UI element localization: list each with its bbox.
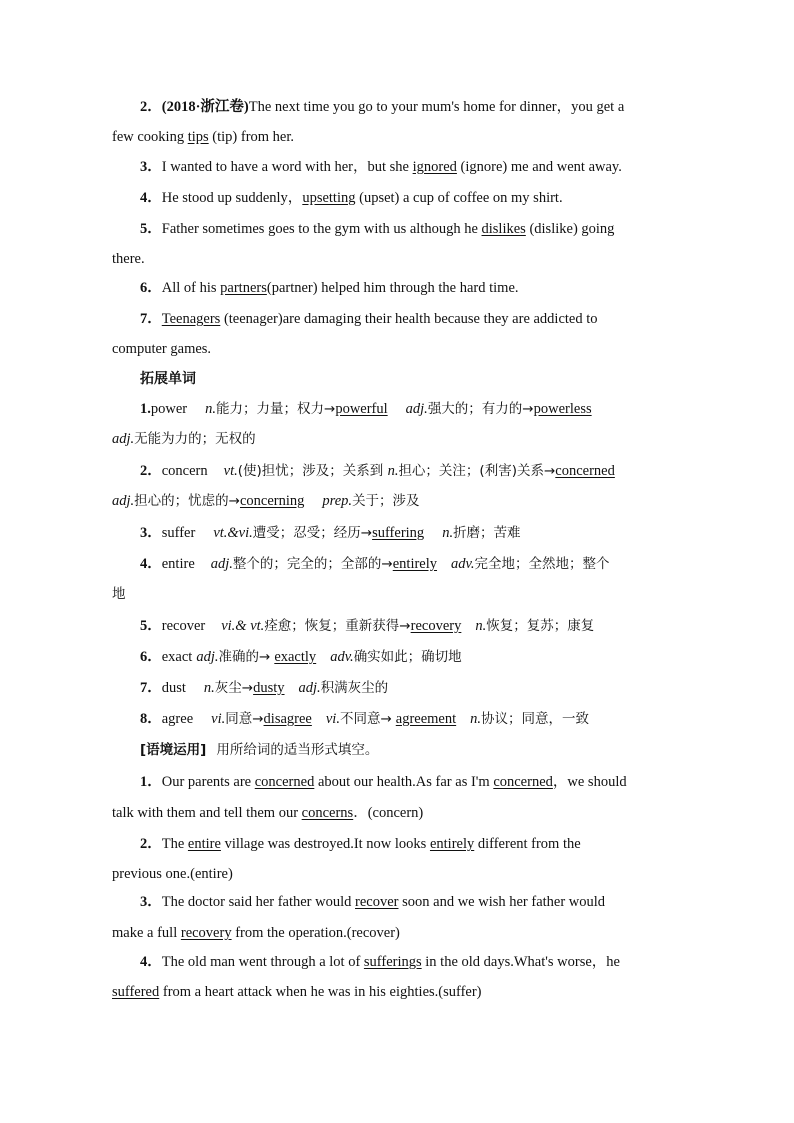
item-text: make a full bbox=[112, 925, 181, 941]
item-text: computer games. bbox=[112, 341, 212, 357]
context-item-4-cont bbox=[112, 983, 682, 1001]
word-entry-3 bbox=[140, 524, 682, 542]
item-text: ，we should bbox=[552, 774, 627, 790]
item-text: different from the bbox=[474, 836, 581, 852]
word-entry-8 bbox=[140, 710, 682, 728]
meaning: 确实如此；确切地 bbox=[353, 649, 462, 665]
answer-blank: entirely bbox=[429, 836, 475, 852]
item-number: 1. bbox=[140, 401, 151, 417]
part-of-speech: n. bbox=[203, 680, 215, 696]
part-of-speech: adv. bbox=[451, 556, 475, 572]
context-item-3 bbox=[140, 893, 682, 911]
headword: power bbox=[150, 401, 188, 417]
item-text: I wanted to have a word with her，but she bbox=[161, 159, 413, 175]
context-item-2-cont: previous one.(entire) bbox=[112, 866, 233, 882]
meaning: 积满灰尘的 bbox=[320, 680, 389, 696]
word-entry-1 bbox=[140, 400, 682, 418]
meaning: 同意→ bbox=[225, 711, 264, 727]
word-entry-2 bbox=[140, 462, 682, 480]
item-number: 4． bbox=[140, 190, 162, 206]
practice-item-6 bbox=[140, 279, 682, 297]
answer-blank: upsetting bbox=[302, 190, 356, 206]
headword: dust bbox=[161, 680, 186, 696]
word-entry-6 bbox=[140, 648, 682, 666]
word-entry-4-cont: 地 bbox=[112, 586, 126, 602]
answer-blank: dislikes bbox=[481, 221, 526, 237]
meaning: 恢复；复苏；康复 bbox=[486, 618, 595, 634]
headword: recover bbox=[161, 618, 206, 634]
item-number: 2． bbox=[140, 99, 162, 115]
item-text: about our health.As far as I'm bbox=[314, 774, 494, 790]
part-of-speech: adj. bbox=[298, 680, 321, 696]
answer-blank: Teenagers bbox=[161, 311, 221, 327]
answer-blank: agreement bbox=[395, 711, 457, 727]
practice-item-2 bbox=[140, 98, 682, 116]
meaning: 灰尘→ bbox=[214, 680, 254, 696]
source-tag: (2018·浙江卷) bbox=[161, 99, 249, 115]
answer-blank: concerned bbox=[493, 774, 553, 790]
part-of-speech: adj. bbox=[196, 649, 219, 665]
item-text: (ignore) me and went away. bbox=[456, 159, 622, 175]
part-of-speech: adj. bbox=[405, 401, 428, 417]
item-text: The doctor said her father would bbox=[161, 894, 356, 910]
item-text: Father sometimes goes to the gym with us although he bbox=[161, 221, 482, 237]
answer-blank: entire bbox=[187, 836, 221, 852]
item-text: few cooking bbox=[112, 129, 188, 145]
answer-blank: tips bbox=[187, 129, 209, 145]
answer-blank: suffered bbox=[112, 984, 160, 1000]
context-item-4 bbox=[140, 953, 682, 971]
meaning: 完全地；全然地；整个 bbox=[474, 556, 610, 572]
headword: agree bbox=[161, 711, 194, 727]
item-number: 8． bbox=[140, 711, 162, 727]
item-text: (upset) a cup of coffee on my shirt. bbox=[355, 190, 563, 206]
answer-blank: recover bbox=[355, 894, 399, 910]
item-text: ．(concern) bbox=[353, 805, 424, 821]
word-entry-2-cont bbox=[112, 492, 682, 510]
item-number: 2． bbox=[140, 836, 162, 852]
item-number: 4． bbox=[140, 556, 162, 572]
part-of-speech: adj. bbox=[112, 493, 135, 509]
part-of-speech: n. bbox=[470, 711, 482, 727]
part-of-speech: prep. bbox=[322, 493, 353, 509]
item-number: 7． bbox=[140, 311, 162, 327]
headword: suffer bbox=[161, 525, 196, 541]
answer-blank: exactly bbox=[274, 649, 317, 665]
part-of-speech: vi. bbox=[325, 711, 340, 727]
meaning: 强大的；有力的→ bbox=[427, 401, 534, 417]
item-text: The bbox=[161, 836, 188, 852]
item-text: talk with them and tell them our bbox=[112, 805, 302, 821]
context-item-1-cont bbox=[112, 804, 682, 822]
part-of-speech: adv. bbox=[330, 649, 354, 665]
item-number: 3． bbox=[140, 894, 162, 910]
context-instruction: 用所给词的适当形式填空。 bbox=[216, 742, 379, 758]
meaning: 关于；涉及 bbox=[352, 493, 420, 509]
meaning: 痊愈；恢复；重新获得→ bbox=[264, 618, 411, 634]
item-text: (teenager)are damaging their health because they are addicted to bbox=[220, 311, 598, 327]
answer-blank: sufferings bbox=[363, 954, 422, 970]
item-text: there. bbox=[112, 251, 145, 267]
word-entry-7 bbox=[140, 679, 682, 697]
part-of-speech: vi. bbox=[211, 711, 226, 727]
item-text: village was destroyed.It now looks bbox=[220, 836, 430, 852]
answer-blank: recovery bbox=[180, 925, 232, 941]
meaning: 不同意→ bbox=[339, 711, 392, 727]
meaning: 能力；力量；权力→ bbox=[216, 401, 336, 417]
item-text: in the old days.What's worse，he bbox=[421, 954, 620, 970]
headword: concern bbox=[161, 463, 208, 479]
practice-item-5 bbox=[140, 220, 682, 238]
part-of-speech: n. bbox=[387, 463, 399, 479]
context-header bbox=[140, 741, 682, 759]
item-text: The old man went through a lot of bbox=[161, 954, 364, 970]
part-of-speech: vt. bbox=[223, 463, 238, 479]
item-text: soon and we wish her father would bbox=[398, 894, 606, 910]
answer-blank: partners bbox=[220, 280, 267, 296]
part-of-speech: n. bbox=[205, 401, 216, 417]
item-text: from a heart attack when he was in his eighties.(suffer) bbox=[159, 984, 482, 1000]
practice-item-3 bbox=[140, 158, 682, 176]
answer-blank: dusty bbox=[253, 680, 285, 696]
part-of-speech: n. bbox=[442, 525, 454, 541]
practice-item-2-cont bbox=[112, 128, 682, 146]
meaning: 担心；关注；(利害)关系→ bbox=[398, 463, 556, 479]
item-text: (dislike) going bbox=[525, 221, 615, 237]
item-number: 5． bbox=[140, 618, 162, 634]
answer-blank: concerning bbox=[239, 493, 305, 509]
item-text: The next time you go to your mum's home for dinner，you get a bbox=[248, 99, 625, 115]
part-of-speech: adj. bbox=[210, 556, 233, 572]
answer-blank: entirely bbox=[392, 556, 438, 572]
meaning: 无能为力的；无权的 bbox=[134, 431, 256, 447]
headword: entire bbox=[161, 556, 195, 572]
practice-item-7 bbox=[140, 310, 682, 328]
answer-blank: suffering bbox=[372, 525, 425, 541]
item-number: 6． bbox=[140, 649, 162, 665]
practice-item-4 bbox=[140, 189, 682, 207]
item-number: 1． bbox=[140, 774, 162, 790]
practice-item-7-cont bbox=[112, 340, 682, 358]
item-number: 7． bbox=[140, 680, 162, 696]
item-text: All of his bbox=[161, 280, 221, 296]
item-text: Our parents are bbox=[161, 774, 255, 790]
answer-blank: concerns bbox=[301, 805, 354, 821]
item-number: 4． bbox=[140, 954, 162, 970]
item-text: from the operation.(recover) bbox=[231, 925, 400, 941]
answer-blank: powerful bbox=[335, 401, 388, 417]
word-entry-5 bbox=[140, 617, 682, 635]
part-of-speech: n. bbox=[475, 618, 487, 634]
context-item-2 bbox=[140, 835, 682, 853]
word-entry-4 bbox=[140, 555, 682, 573]
item-number: 5． bbox=[140, 221, 162, 237]
item-text: He stood up suddenly， bbox=[161, 190, 303, 206]
answer-blank: concerned bbox=[254, 774, 315, 790]
part-of-speech: vt.&vi. bbox=[213, 525, 253, 541]
answer-blank: disagree bbox=[263, 711, 312, 727]
answer-blank: ignored bbox=[412, 159, 457, 175]
meaning: 遭受；忍受；经历→ bbox=[252, 525, 373, 541]
answer-blank: concerned bbox=[555, 463, 615, 479]
meaning: (使)担忧；涉及；关系到 bbox=[237, 463, 388, 479]
meaning: 担心的；忧虑的→ bbox=[134, 493, 240, 509]
answer-blank: recovery bbox=[410, 618, 462, 634]
item-text: (tip) from her. bbox=[208, 129, 295, 145]
item-number: 3． bbox=[140, 525, 162, 541]
part-of-speech: vi.& vt. bbox=[221, 618, 265, 634]
item-text: (partner) helped him through the hard time. bbox=[266, 280, 519, 296]
item-number: 3． bbox=[140, 159, 162, 175]
section-title: 拓展单词 bbox=[140, 371, 196, 387]
item-number: 6． bbox=[140, 280, 162, 296]
context-item-3-cont bbox=[112, 924, 682, 942]
meaning: 折磨；苦难 bbox=[453, 525, 521, 541]
context-label: [语境运用] bbox=[140, 742, 207, 758]
practice-item-5-cont bbox=[112, 250, 682, 268]
meaning: 整个的；完全的；全部的→ bbox=[232, 556, 393, 572]
word-entry-1-cont bbox=[112, 430, 682, 448]
part-of-speech: adj. bbox=[112, 431, 135, 447]
context-item-1 bbox=[140, 773, 682, 791]
headword: exact bbox=[161, 649, 193, 665]
meaning: 协议；同意，一致 bbox=[481, 711, 590, 727]
item-number: 2． bbox=[140, 463, 162, 479]
meaning: 准确的→ bbox=[218, 649, 271, 665]
answer-blank: powerless bbox=[533, 401, 592, 417]
